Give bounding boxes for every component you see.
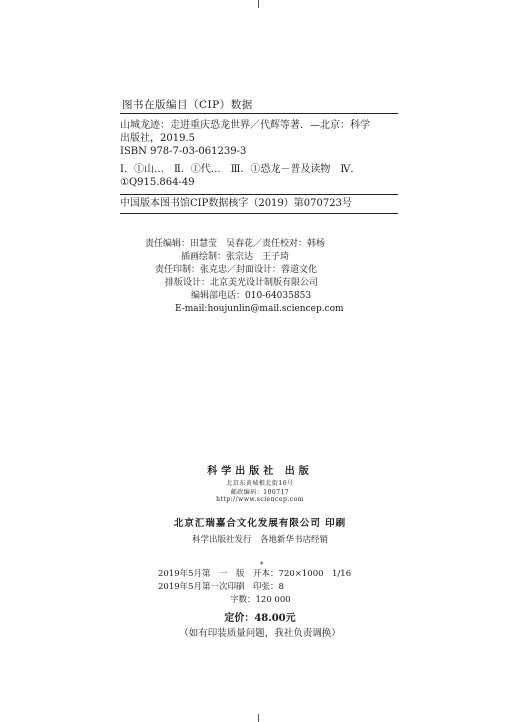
cip-heading: 图书在版编目（CIP）数据 [122,99,253,111]
credit-row-email [145,303,405,316]
credit-row-layout [145,277,405,290]
credit-row-phone [145,290,405,303]
credit-value: 张克忠／封面设计：蓉道文化 [200,265,318,275]
edition-mark: * [260,561,264,569]
credit-value: 北京美光设计制版有限公司 [210,278,319,288]
credit-value: E-mail:houjunlin@mail.sciencep.com [175,304,344,314]
edition-line1: 2019年5月第 一 版 开本：720×1000 1/16 [158,569,352,579]
cip-description-line2: 出版社，2019.5 [120,133,195,144]
distribution-line: 科学出版社发行 各地新华书店经销 [191,535,328,545]
edition-line3: 字数：120 000 [230,595,291,605]
cip-top-rule [120,113,398,114]
credit-label: 排版设计： [165,278,211,288]
publisher-address: 北京东黄城根北街16号 [226,480,294,487]
publisher-postcode: 邮政编码：100717 [230,489,290,496]
cip-description-line1: 山城龙迹：走进重庆恐龙世界／代辉等著．—北京：科学 [120,120,370,131]
credit-label: 编辑部电话： [191,291,246,301]
credit-value: 田慧莹 吴春花／责任校对：韩杨 [190,239,326,249]
quality-notice: （如有印装质量问题，我社负责调换） [179,628,341,639]
cip-subjects [120,163,398,189]
credit-label: 责任编辑： [145,239,191,249]
cip-isbn: ISBN 978-7-03-061239-3 [120,146,247,157]
credits-block [145,238,405,316]
credit-row-printing [145,264,405,277]
cip-subject-line2: ①Q915.864-49 [120,177,195,188]
price: 定价：48.00元 [224,613,296,624]
credit-label: 插画绘制： [181,252,227,262]
publisher-name: 科学出版社 出版 [207,466,313,477]
edition-line2: 2019年5月第一次印刷 印张：8 [158,582,284,592]
credit-row-editors [145,238,405,251]
printer-name: 北京汇瑞嘉合文化发展有限公司 印刷 [173,518,347,529]
cip-description [120,119,398,158]
cip-subject-line1: Ⅰ．①山… Ⅱ．①代… Ⅲ．①恐龙－普及读物 Ⅳ． [120,164,361,175]
cip-record: 中国版本图书馆CIP数据核字（2019）第070723号 [120,198,352,209]
publisher-website: http://www.sciencep.com [216,496,304,503]
cip-bottom-rule [120,194,398,195]
credit-value: 010-64035853 [245,291,312,301]
credit-value: 张宗达 王子琦 [226,252,290,262]
credit-label: 责任印制： [155,265,201,275]
cip-record-rule [120,213,398,214]
credit-row-illustration [145,251,405,264]
